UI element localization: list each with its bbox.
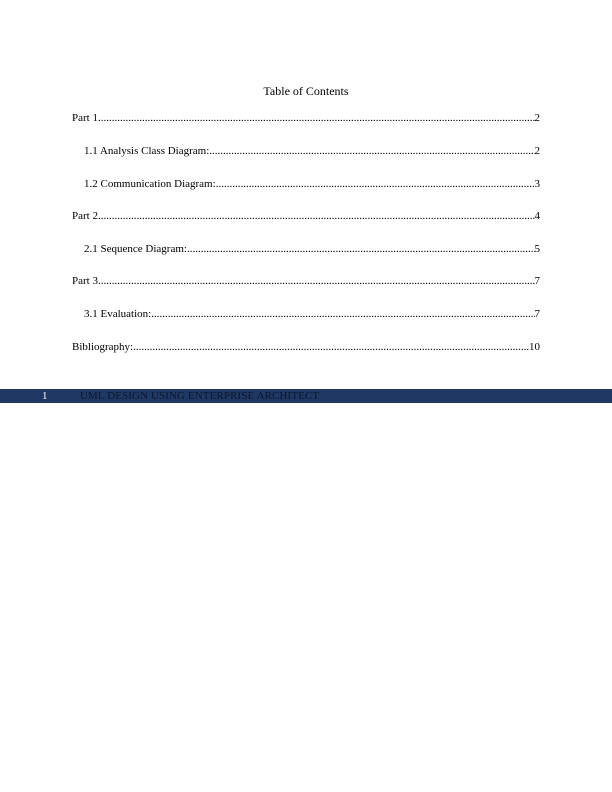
toc-page-number: 7 [534,308,540,320]
toc-entry-label: Part 2 [72,210,98,222]
footer-page-number: 1 [42,390,48,402]
toc-page-number: 5 [534,243,540,255]
toc-leader [98,112,535,125]
toc-leader [133,341,529,354]
toc-entry-label: 3.1 Evaluation: [84,308,152,320]
toc-entry-bibliography[interactable] [72,341,540,354]
toc-title: Table of Contents [263,84,349,98]
toc-entry-2-1[interactable] [84,243,540,256]
toc-entry-label: 1.2 Communication Diagram: [84,178,216,190]
toc-entry-part-2[interactable] [72,210,540,223]
toc-leader [209,145,534,158]
footer-bar [0,389,612,403]
toc-page-number: 10 [529,341,540,353]
toc-entry-label: Part 3 [72,275,98,287]
toc-page-number: 2 [534,145,540,157]
toc-entry-part-1[interactable] [72,112,540,125]
toc-entry-part-3[interactable] [72,275,540,288]
toc-entry-1-2[interactable] [84,178,540,191]
toc-page-number: 3 [534,178,540,190]
toc-leader [151,308,534,321]
toc-entry-label: 2.1 Sequence Diagram: [84,243,187,255]
toc-page-number: 4 [534,210,540,222]
toc-leader [216,178,535,191]
toc-entry-label: 1.1 Analysis Class Diagram: [84,145,210,157]
toc-entry-label: Bibliography: [72,341,134,353]
toc-page-number: 7 [534,275,540,287]
toc-leader [98,210,535,223]
toc-page-number: 2 [534,112,540,124]
toc-leader [98,275,535,288]
toc-entry-label: Part 1 [72,112,98,124]
toc-entry-3-1[interactable] [84,308,540,321]
toc-entry-1-1[interactable] [84,145,540,158]
footer-title: UML DESIGN USING ENTERPRISE ARCHITECT [80,390,320,402]
toc-leader [187,243,535,256]
